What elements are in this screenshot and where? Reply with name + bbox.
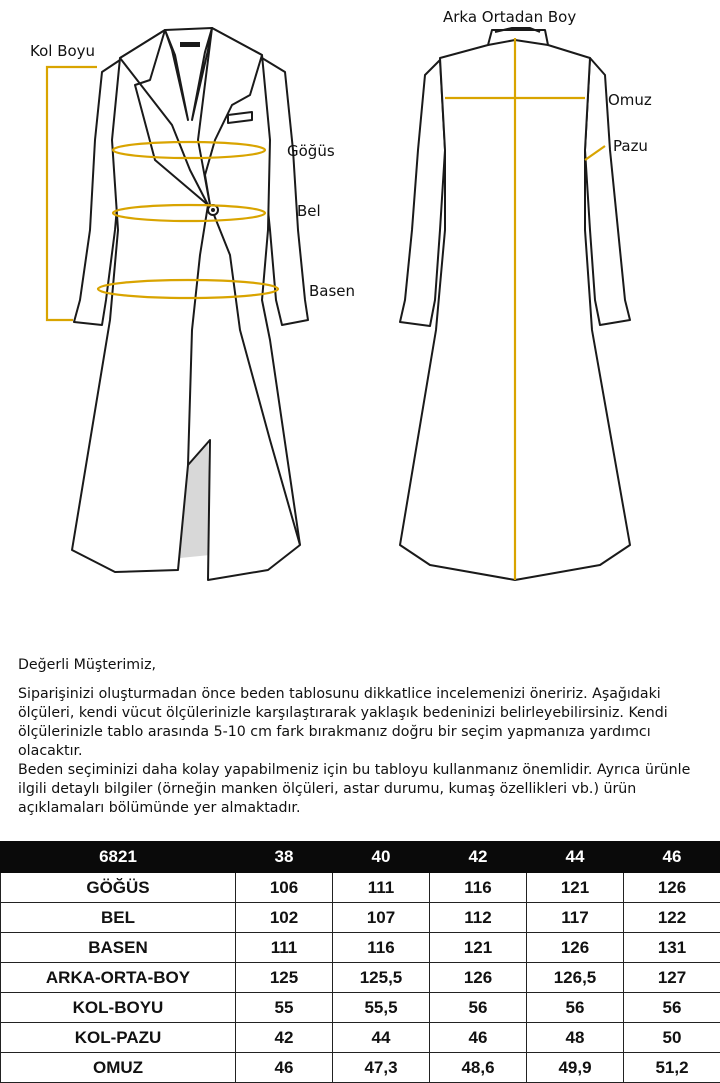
table-cell: 116 [430,873,527,903]
label-chest: Göğüs [287,142,335,160]
table-cell: 122 [624,903,720,933]
label-waist: Bel [297,202,321,220]
table-cell: 117 [527,903,624,933]
table-cell: 42 [236,1023,333,1053]
row-label: BEL [1,903,236,933]
size-table [0,841,720,1083]
table-cell: 55 [236,993,333,1023]
table-row [1,933,720,963]
table-cell: 125 [236,963,333,993]
table-cell: 112 [430,903,527,933]
notice-paragraph-1: Siparişinizi oluşturmadan önce beden tablosunu dikkatlice incelemenizi öneririz. Aşağıdaki ölçüleri, kendi vücut ölçülerinizle karşılaştırarak yaklaşık bedeninizi belirleyebilirsiniz. Kendi ölçülerinizle tablo arasında 5-10 cm fark bırakmanız doğru bir seçim yapmanıza yardımcı olacaktır. [18,685,708,761]
table-cell: 131 [624,933,720,963]
table-cell: 46 [236,1053,333,1083]
table-cell: 47,3 [333,1053,430,1083]
table-row [1,1023,720,1053]
label-upper-arm: Pazu [613,137,648,155]
table-cell: 111 [333,873,430,903]
table-cell: 46 [430,1023,527,1053]
table-cell: 50 [624,1023,720,1053]
table-cell: 126 [624,873,720,903]
table-cell: 106 [236,873,333,903]
header-size-40: 40 [333,842,430,873]
header-size-46: 46 [624,842,720,873]
header-model-code: 6821 [1,842,236,873]
notice-greeting: Değerli Müşterimiz, [18,656,708,675]
table-cell: 127 [624,963,720,993]
table-row [1,903,720,933]
table-cell: 116 [333,933,430,963]
table-cell: 49,9 [527,1053,624,1083]
table-cell: 107 [333,903,430,933]
table-cell: 126,5 [527,963,624,993]
table-cell: 121 [527,873,624,903]
table-cell: 102 [236,903,333,933]
table-row [1,993,720,1023]
table-cell: 51,2 [624,1053,720,1083]
table-row [1,1053,720,1083]
table-cell: 56 [527,993,624,1023]
size-table-header-row [1,842,720,873]
customer-notice [18,656,708,818]
table-cell: 48,6 [430,1053,527,1083]
table-cell: 56 [430,993,527,1023]
label-hip: Basen [309,282,355,300]
table-row [1,873,720,903]
front-coat-drawing [72,28,308,580]
table-cell: 44 [333,1023,430,1053]
row-label: BASEN [1,933,236,963]
header-size-42: 42 [430,842,527,873]
table-row [1,963,720,993]
row-label: KOL-BOYU [1,993,236,1023]
label-back-length: Arka Ortadan Boy [443,8,576,26]
table-cell: 126 [527,933,624,963]
table-cell: 111 [236,933,333,963]
table-cell: 56 [624,993,720,1023]
label-sleeve-length: Kol Boyu [30,42,95,60]
row-label: OMUZ [1,1053,236,1083]
table-cell: 125,5 [333,963,430,993]
header-size-38: 38 [236,842,333,873]
row-label: ARKA-ORTA-BOY [1,963,236,993]
label-shoulder: Omuz [608,91,652,109]
row-label: KOL-PAZU [1,1023,236,1053]
header-size-44: 44 [527,842,624,873]
row-label: GÖĞÜS [1,873,236,903]
table-cell: 126 [430,963,527,993]
table-cell: 48 [527,1023,624,1053]
notice-paragraph-2: Beden seçiminizi daha kolay yapabilmeniz için bu tabloyu kullanmanız önemlidir. Ayrıca ürünle ilgili detaylı bilgiler (örneğin manken ölçüleri, astar durumu, kumaş özellikleri vb.) ürün açıklamaları bölümünde yer almaktadır. [18,761,708,818]
table-cell: 121 [430,933,527,963]
table-cell: 55,5 [333,993,430,1023]
